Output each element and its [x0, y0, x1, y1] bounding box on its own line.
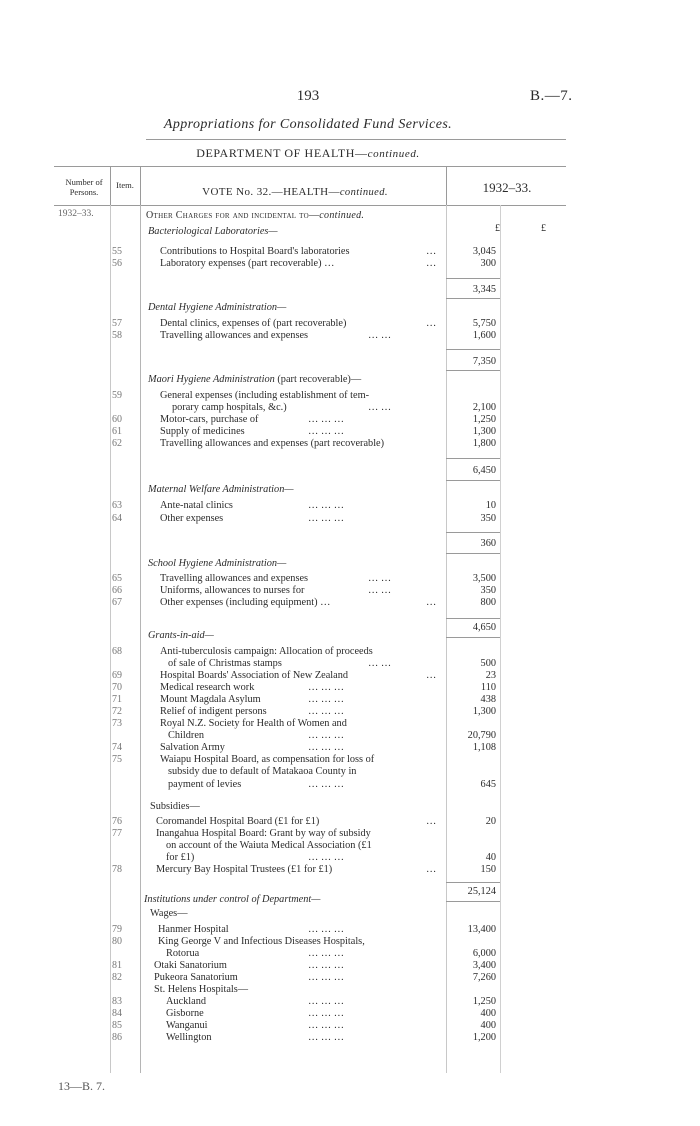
- list-item: 64 Other expenses … … … 350: [112, 513, 496, 524]
- list-item: Children … … … 20,790: [168, 730, 496, 741]
- list-item: 72 Relief of indigent persons … … … 1,300: [112, 706, 496, 717]
- list-item: 55 Contributions to Hospital Board's laboratories … 3,045: [112, 246, 496, 257]
- total-dental: 7,350: [472, 356, 496, 367]
- header-vote: VOTE No. 32.—HEALTH—continued.: [202, 186, 388, 198]
- list-item: payment of levies … … … 645: [168, 779, 496, 790]
- page-title: Appropriations for Consolidated Fund Services.: [163, 117, 453, 132]
- list-item: 66 Uniforms, allowances to nurses for … … 350: [112, 585, 496, 596]
- list-item: for £1) … … … 40: [166, 852, 496, 863]
- list-item: porary camp hospitals, &c.) … … 2,100: [172, 402, 496, 413]
- list-item: 79 Hanmer Hospital … … … 13,400: [112, 924, 496, 935]
- list-item: 59 General expenses (including establishment of tem-: [112, 390, 370, 401]
- list-item: 62 Travelling allowances and expenses (part recoverable) 1,800: [112, 438, 496, 449]
- list-item: subsidy due to default of Matakaoa County in: [168, 766, 357, 777]
- subtotal-rule: [446, 480, 500, 481]
- list-item: 67 Other expenses (including equipment) … … 800: [112, 597, 496, 608]
- list-item: Rotorua … … … 6,000: [166, 948, 496, 959]
- section-maori: Maori Hygiene Administration (part recoverable)—: [148, 374, 362, 385]
- list-item: 58 Travelling allowances and expenses … … 1,600: [112, 330, 496, 341]
- list-item: 60 Motor-cars, purchase of … … … 1,250: [112, 414, 496, 425]
- total-grants: 25,124: [467, 886, 496, 897]
- department-heading: DEPARTMENT OF HEALTH—continued.: [196, 146, 420, 160]
- header-item: Item.: [116, 180, 134, 190]
- header-year: 1932–33.: [482, 180, 532, 195]
- subtotal-rule: [446, 458, 500, 459]
- list-item: of sale of Christmas stamps … … 500: [168, 658, 496, 669]
- other-charges-heading: Other Charges for and incidental to—continued.: [146, 210, 365, 221]
- list-item: 69 Hospital Boards' Association of New Zealand … 23: [112, 670, 496, 681]
- divider: [146, 139, 566, 140]
- section-institutions: Institutions under control of Department—: [144, 894, 321, 905]
- section-grants: Grants-in-aid—: [148, 630, 214, 641]
- list-item: 78 Mercury Bay Hospital Trustees (£1 for £1) … 150: [112, 864, 496, 875]
- subtotal-rule: [446, 637, 500, 638]
- section-school: School Hygiene Administration—: [148, 558, 287, 569]
- subtotal-rule: [446, 901, 500, 902]
- list-item: 57 Dental clinics, expenses of (part recoverable) … 5,750: [112, 318, 496, 329]
- list-item: 56 Laboratory expenses (part recoverable) … … 300: [112, 258, 496, 269]
- section-bacteriological: Bacteriological Laboratories—: [148, 226, 278, 237]
- list-item: 68 Anti-tuberculosis campaign: Allocation of proceeds: [112, 646, 373, 657]
- list-item: 63 Ante-natal clinics … … … 10: [112, 500, 496, 511]
- subtotal-rule: [446, 298, 500, 299]
- total-maternal: 360: [480, 538, 496, 549]
- list-item: 86 Wellington … … … 1,200: [112, 1032, 496, 1043]
- subtotal-rule: [446, 553, 500, 554]
- table-header-rule: [54, 205, 566, 206]
- st-helens-heading: St. Helens Hospitals—: [154, 984, 249, 995]
- list-item: 80 King George V and Infectious Diseases Hospitals,: [112, 936, 365, 947]
- subtotal-rule: [446, 278, 500, 279]
- list-item: 73 Royal N.Z. Society for Health of Women and: [112, 718, 347, 729]
- list-item: 77 Inangahua Hospital Board: Grant by way of subsidy: [112, 828, 371, 839]
- list-item: 81 Otaki Sanatorium … … … 3,400: [112, 960, 496, 971]
- header-persons: Number of Persons.: [65, 177, 103, 197]
- subtotal-rule: [446, 349, 500, 350]
- total-school: 4,650: [472, 622, 496, 633]
- subtotal-rule: [446, 882, 500, 883]
- pound-sign: £: [541, 223, 546, 234]
- pound-sign: £: [495, 223, 500, 234]
- footer-signature: 13—B. 7.: [58, 1079, 106, 1093]
- list-item: 84 Gisborne … … … 400: [112, 1008, 496, 1019]
- list-item: 65 Travelling allowances and expenses … … 3,500: [112, 573, 496, 584]
- list-item: 70 Medical research work … … … 110: [112, 682, 496, 693]
- table-top-rule: [54, 166, 566, 167]
- section-dental: Dental Hygiene Administration—: [148, 302, 287, 313]
- total-maori: 6,450: [472, 465, 496, 476]
- year-label: 1932–33.: [58, 209, 94, 219]
- wages-heading: Wages—: [150, 908, 188, 919]
- list-item: 82 Pukeora Sanatorium … … … 7,260: [112, 972, 496, 983]
- subtotal-rule: [446, 532, 500, 533]
- col-divider: [446, 166, 447, 205]
- page-number: 193: [296, 88, 320, 104]
- subtotal-rule: [446, 370, 500, 371]
- section-maternal: Maternal Welfare Administration—: [148, 484, 294, 495]
- total-bacteriological: 3,345: [472, 284, 496, 295]
- list-item: on account of the Waiuta Medical Association (£1: [166, 840, 372, 851]
- subtotal-rule: [446, 618, 500, 619]
- list-item: 83 Auckland … … … 1,250: [112, 996, 496, 1007]
- list-item: 85 Wanganui … … … 400: [112, 1020, 496, 1031]
- list-item: 61 Supply of medicines … … … 1,300: [112, 426, 496, 437]
- list-item: 75 Waiapu Hospital Board, as compensation for loss of: [112, 754, 375, 765]
- list-item: 74 Salvation Army … … … 1,108: [112, 742, 496, 753]
- page-reference: B.—7.: [530, 88, 573, 104]
- list-item: 71 Mount Magdala Asylum … … … 438: [112, 694, 496, 705]
- list-item: 76 Coromandel Hospital Board (£1 for £1) … 20: [112, 816, 496, 827]
- subsidies-heading: Subsidies—: [150, 801, 200, 812]
